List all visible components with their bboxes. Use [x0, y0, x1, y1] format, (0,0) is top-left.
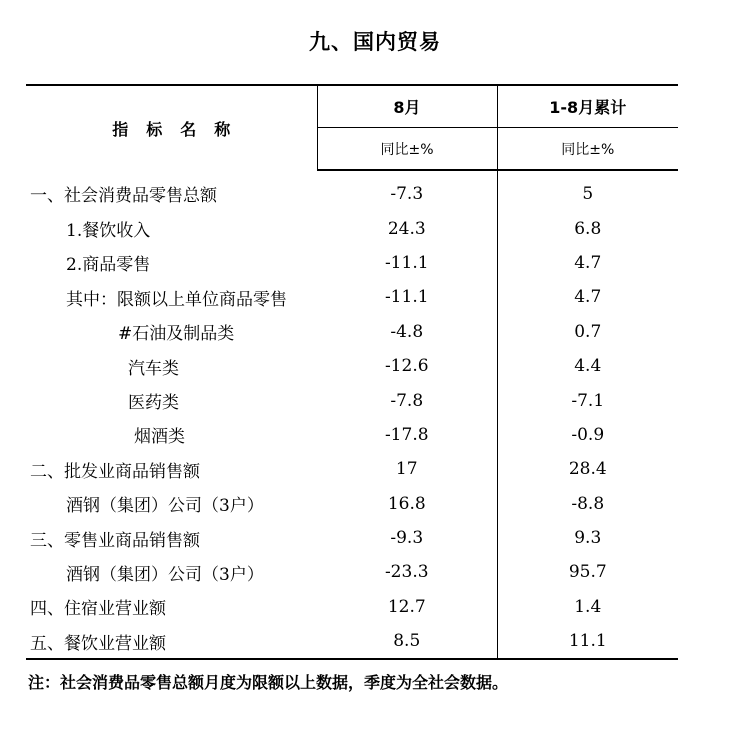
table-row	[26, 383, 678, 417]
table-row	[26, 487, 678, 521]
cumulative-yoy-value: 95.7	[568, 562, 607, 583]
indicator-column-header: 指标名称	[26, 85, 317, 170]
cumulative-yoy-subheader: 同比±%	[497, 128, 678, 171]
month-yoy-value: -9.3	[317, 521, 497, 555]
table-row	[26, 280, 678, 314]
row-label: 五、餐饮业营业额	[26, 624, 317, 659]
table-row	[26, 452, 678, 486]
row-label: 烟酒类	[134, 427, 185, 448]
cumulative-yoy-value: 5	[582, 184, 594, 205]
table-row	[26, 315, 678, 349]
month-yoy-value: -11.1	[317, 246, 497, 280]
cumulative-yoy-value: 9.3	[574, 528, 602, 549]
cumulative-yoy-value: -7.1	[571, 390, 605, 411]
month-yoy-value: -23.3	[317, 555, 497, 589]
cumulative-yoy-value: 11.1	[497, 624, 678, 659]
row-label: 汽车类	[128, 358, 179, 379]
month-yoy-value: -7.3	[317, 170, 497, 211]
footnote: 注：社会消费品零售总额月度为限额以上数据，季度为全社会数据。	[28, 673, 509, 692]
month-yoy-subheader: 同比±%	[317, 128, 497, 171]
table-row	[26, 170, 678, 211]
row-label: 2.商品零售	[66, 255, 151, 276]
month-yoy-value: -7.8	[317, 383, 497, 417]
table-header-row	[26, 85, 678, 128]
table-row	[26, 624, 678, 659]
row-label: 1.餐饮收入	[66, 221, 151, 242]
row-label: #石油及制品类	[118, 324, 235, 345]
row-label: 三、零售业商品销售额	[30, 530, 200, 551]
row-label: 二、批发业商品销售额	[30, 461, 200, 482]
month-yoy-value: 24.3	[317, 211, 497, 245]
cumulative-yoy-value: 0.7	[574, 321, 602, 342]
cumulative-yoy-value: 1.4	[574, 596, 602, 617]
cumulative-yoy-value: 28.4	[568, 459, 607, 480]
table-row	[26, 418, 678, 452]
cumulative-yoy-value: 4.7	[574, 287, 602, 308]
month-yoy-value: -4.8	[317, 315, 497, 349]
cumulative-column-header: 1-8月累计	[497, 85, 678, 128]
month-yoy-value: 17	[317, 452, 497, 486]
month-yoy-value: -12.6	[317, 349, 497, 383]
row-label: 其中：限额以上单位商品零售	[66, 289, 287, 310]
table-row	[26, 211, 678, 245]
month-yoy-value: 16.8	[317, 487, 497, 521]
cumulative-yoy-value: -0.9	[571, 424, 605, 445]
cumulative-yoy-value: -8.8	[571, 493, 605, 514]
month-yoy-value: 8.5	[317, 624, 497, 659]
table-row	[26, 349, 678, 383]
table-row	[26, 521, 678, 555]
row-label: 酒钢（集团）公司（3户）	[66, 496, 264, 517]
row-label: 一、社会消费品零售总额	[30, 186, 217, 207]
cumulative-yoy-value: 4.4	[574, 356, 602, 377]
cumulative-yoy-value: 6.8	[574, 218, 602, 239]
table-row	[26, 590, 678, 624]
row-label: 酒钢（集团）公司（3户）	[66, 564, 264, 585]
row-label: 医药类	[128, 393, 179, 414]
month-column-header: 8月	[317, 85, 497, 128]
month-yoy-value: 12.7	[317, 590, 497, 624]
table-row	[26, 555, 678, 589]
month-yoy-value: -11.1	[317, 280, 497, 314]
row-label: 四、住宿业营业额	[30, 599, 166, 620]
table-row	[26, 246, 678, 280]
page-title: 九、国内贸易	[309, 30, 441, 54]
trade-statistics-table	[26, 84, 678, 660]
cumulative-yoy-value: 4.7	[574, 252, 602, 273]
month-yoy-value: -17.8	[317, 418, 497, 452]
